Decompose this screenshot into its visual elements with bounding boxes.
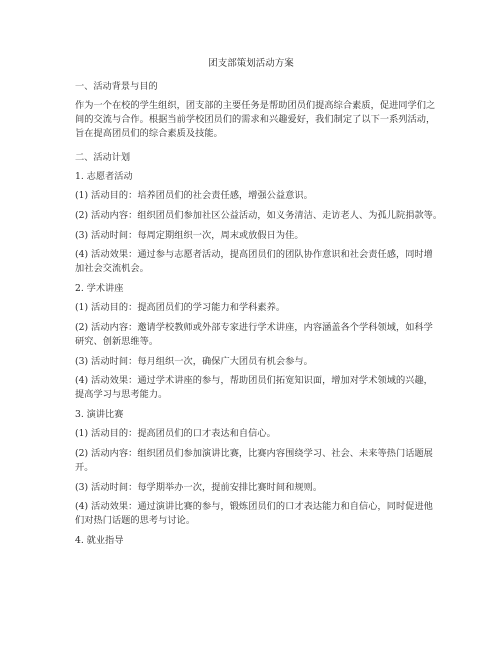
activity-content: (2) 活动内容：邀请学校教师或外部专家进行学术讲座，内容涵盖各个学科领域，如科学 [75,322,433,333]
activity-effect: (4) 活动效果：通过演讲比赛的参与，锻炼团员们的口才表达能力和自信心，同时促进他 [75,501,433,512]
section-heading-plan: 二、活动计划 [75,152,131,163]
activity-effect: 提高学习与思考能力。 [75,389,168,400]
activity-content: (2) 活动内容：组织团员们参加社区公益活动，如义务清洁、走访老人、为孤儿院捐款等。 [75,210,443,221]
activity-title: 1. 志愿者活动 [75,171,133,182]
activity-effect: 们对热门话题的思考与讨论。 [75,515,196,526]
activity-effect: (4) 活动效果：通过学术讲座的参与，帮助团员们拓宽知识面，增加对学术领域的兴趣， [75,375,433,386]
activity-goal: (1) 活动目的：提高团员们的口才表达和自信心。 [75,428,276,439]
activity-effect: 加社会交流机会。 [75,263,149,274]
activity-time: (3) 活动时间：每学期举办一次，提前安排比赛时间和规则。 [75,482,323,493]
section-heading-background: 一、活动背景与目的 [75,81,158,92]
paragraph-line: 间的交流与合作。根据当前学校团员们的需求和兴趣爱好，我们制定了以下一系列活动， [75,114,436,125]
activity-title: 2. 学术讲座 [75,283,124,294]
activity-effect: (4) 活动效果：通过参与志愿者活动，提高团员们的团队协作意识和社会责任感，同时增 [75,249,433,260]
activity-goal: (1) 活动目的：培养团员们的社会责任感，增强公益意识。 [75,190,313,201]
activity-content: (2) 活动内容：组织团员们参加演讲比赛，比赛内容围绕学习、社会、未来等热门话题展 [75,448,433,459]
activity-goal: (1) 活动目的：提高团员们的学习能力和学科素养。 [75,302,286,313]
activity-time: (3) 活动时间：每周定期组织一次，周末或放假日为佳。 [75,230,304,241]
activity-title: 3. 演讲比赛 [75,409,124,420]
activity-title: 4. 就业指导 [75,535,124,546]
paragraph-line: 作为一个在校的学生组织，团支部的主要任务是帮助团员们提高综合素质，促进同学们之 [75,100,436,111]
activity-content: 开。 [75,462,94,473]
document-title: 团支部策划活动方案 [208,58,294,69]
activity-time: (3) 活动时间：每月组织一次，确保广大团员有机会参与。 [75,356,313,367]
paragraph-line: 旨在提高团员们的综合素质及技能。 [75,128,223,139]
activity-content: 研究、创新思维等。 [75,336,159,347]
